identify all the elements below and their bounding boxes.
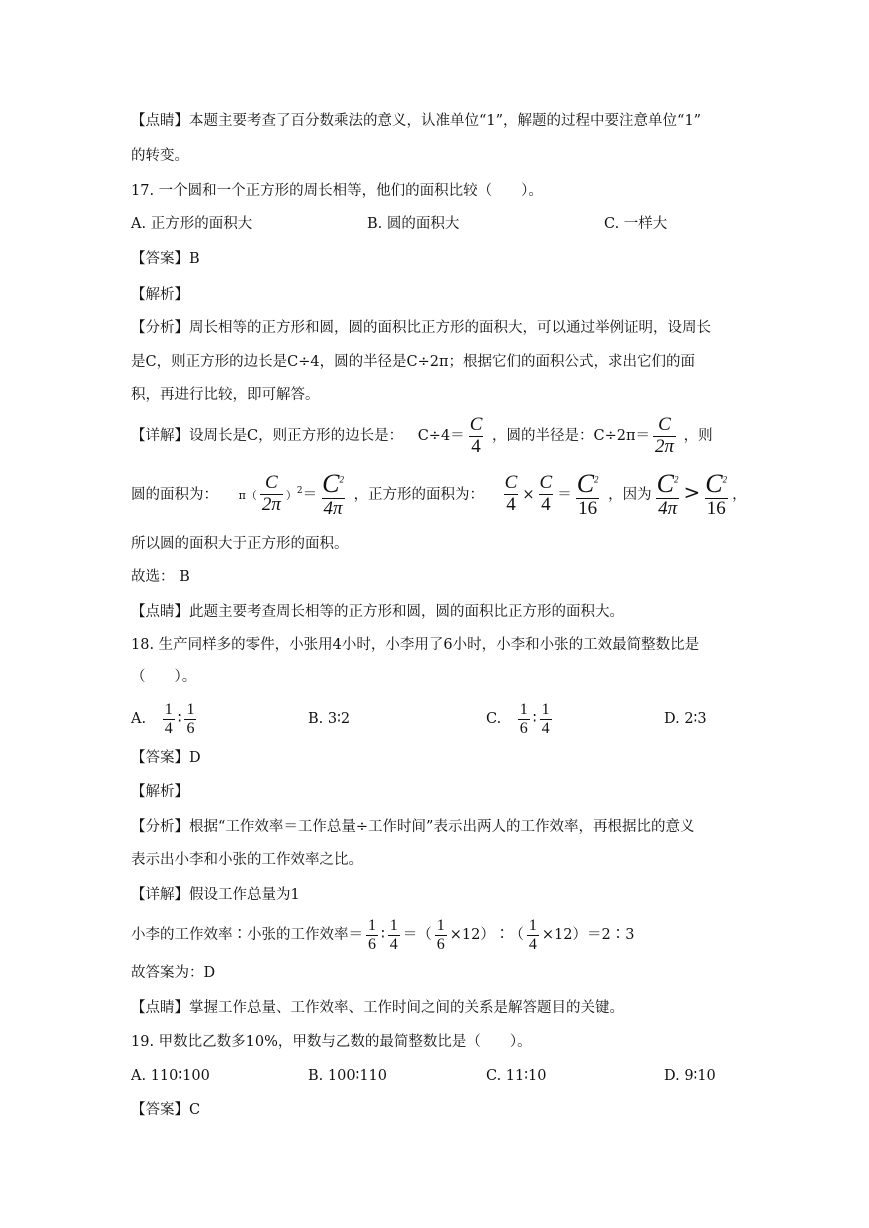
- fraction-1-over-4: $\frac{1}{4}$: [389, 916, 398, 953]
- times: ×: [522, 486, 535, 503]
- fraction-c2-over-4pi: [655, 470, 681, 520]
- numerator: C: [265, 472, 278, 494]
- q18-option-a: A. $\frac{1}{4}$ ∶ $\frac{1}{6}$: [131, 700, 195, 737]
- q17-fenxi-line1: 【分析】周长相等的正方形和圆，圆的面积比正方形的面积大，可以通过举例证明，设周长: [131, 320, 711, 336]
- denominator: 16: [578, 498, 598, 520]
- square-sup: 2: [296, 486, 303, 496]
- denominator: 2π: [261, 494, 281, 516]
- denominator: 4: [471, 435, 481, 457]
- fraction-c-over-2pi: [653, 415, 676, 458]
- comma: ，: [732, 486, 747, 503]
- numerator: C: [469, 413, 483, 435]
- calc-prefix: 小李的工作效率∶小张的工作效率＝: [131, 927, 363, 943]
- denominator: 4: [541, 494, 551, 516]
- option-a-label: A.: [131, 711, 147, 727]
- q18-option-d: D. 2∶3: [664, 711, 707, 727]
- option-c-label: C.: [486, 711, 502, 727]
- q18-answer-text: 故答案为：D: [131, 965, 216, 981]
- q17-detail-b: C÷4＝: [417, 428, 465, 444]
- q17-analysis-label: 【解析】: [131, 287, 189, 303]
- close-paren: ）: [285, 488, 297, 502]
- fraction-1-over-4: $\frac{1}{4}$: [541, 700, 550, 737]
- q18-question-line1: 18. 生产同样多的零件，小张用4小时，小李用了6小时，小李和小张的工效最简整数比是: [131, 637, 700, 653]
- equals: ＝: [302, 486, 318, 503]
- q18-question-line2: （ ）。: [131, 669, 197, 685]
- because: ，因为: [608, 486, 652, 503]
- q17-option-a: A. 正方形的面积大: [131, 216, 253, 232]
- q17-option-c: C. 一样大: [604, 216, 668, 232]
- fraction-1-over-4: $\frac{1}{4}$: [528, 916, 537, 953]
- fraction-c-over-4: [503, 473, 520, 516]
- q17-choose: 故选： B: [131, 569, 190, 585]
- fraction-c-over-4: [538, 473, 555, 516]
- q17-conclusion: 所以圆的面积大于正方形的面积。: [131, 536, 349, 552]
- q17-area-line: [131, 465, 747, 522]
- q18-option-c: C. $\frac{1}{6}$ ∶ $\frac{1}{4}$: [486, 700, 550, 737]
- q18-point: 【点睛】掌握工作总量、工作效率、工作时间之间的关系是解答题目的关键。: [131, 1000, 624, 1016]
- square-area-label: ，正方形的面积为：: [353, 486, 485, 503]
- q18-analysis-label: 【解析】: [131, 784, 189, 800]
- q18-answer: 【答案】D: [131, 750, 201, 766]
- numerator: $C^2$: [576, 468, 599, 498]
- q17-point: 【点睛】此题主要考查周长相等的正方形和圆，圆的面积比正方形的面积大。: [131, 604, 624, 620]
- fraction-1-over-6: $\frac{1}{6}$: [436, 916, 445, 953]
- q19-option-d: D. 9∶10: [664, 1068, 716, 1084]
- denominator: 4π: [323, 498, 343, 520]
- fraction-1-over-4: $\frac{1}{4}$: [164, 700, 173, 737]
- q19-answer: 【答案】C: [131, 1102, 201, 1118]
- q19-option-c: C. 11∶10: [486, 1068, 547, 1084]
- numerator: C: [539, 472, 553, 494]
- fraction-1-over-6: $\frac{1}{6}$: [186, 700, 195, 737]
- q18-fenxi-line1: 【分析】根据“工作效率＝工作总量÷工作时间”表示出两人的工作效率，再根据比的意义: [131, 819, 695, 835]
- q17-fenxi-line3: 积，再进行比较，即可解答。: [131, 387, 320, 403]
- q18-calc-line: 小李的工作效率∶小张的工作效率＝ $\frac{1}{6}$ ∶ $\frac{1}{4}$ ＝（ $\frac{1}{6}$ ×12）∶（ $\frac{1}{4}$ ×12）＝2∶3: [131, 916, 635, 953]
- calc-eq: ＝（: [402, 927, 432, 943]
- numerator: $C^2$: [705, 468, 728, 498]
- greater-than: >: [683, 479, 701, 504]
- q19-option-b: B. 100∶110: [308, 1068, 387, 1084]
- fraction-c2-over-16: [703, 470, 729, 520]
- q17-question: 17. 一个圆和一个正方形的周长相等，他们的面积比较（ ）。: [131, 183, 543, 199]
- fraction-1-over-6: $\frac{1}{6}$: [368, 916, 376, 953]
- denominator: 4π: [658, 498, 678, 520]
- denominator: 4: [506, 494, 516, 516]
- numerator: $C^2$: [322, 468, 344, 498]
- q17-detail-a: 【详解】设周长是C，则正方形的边长是：: [131, 428, 404, 444]
- fraction-c-over-4: [468, 415, 485, 458]
- q17-answer: 【答案】B: [131, 251, 200, 267]
- fraction-1-over-6: $\frac{1}{6}$: [519, 700, 528, 737]
- equals: ＝: [557, 486, 572, 503]
- pi-open: π（: [238, 488, 257, 502]
- q19-option-a: A. 110∶100: [131, 1068, 210, 1084]
- q18-detail-line1: 【详解】假设工作总量为1: [131, 887, 300, 903]
- numerator: C: [658, 413, 671, 435]
- q16-point-line2: 的转变。: [131, 148, 189, 164]
- denominator: 16: [706, 498, 726, 520]
- circle-area-label: 圆的面积为：: [131, 486, 218, 503]
- denominator: 2π: [654, 435, 675, 457]
- q16-point-line1: 【点睛】本题主要考查了百分数乘法的意义，认准单位“1”，解题的过程中要注意单位“1”: [131, 113, 702, 129]
- calc-x12a: ×12）∶（: [449, 927, 524, 943]
- q17-detail-line: [131, 413, 713, 459]
- fraction-c2-over-4pi: [320, 470, 346, 520]
- numerator: C: [504, 472, 518, 494]
- q19-question: 19. 甲数比乙数多10%，甲数与乙数的最简整数比是（ ）。: [131, 1034, 532, 1050]
- q18-option-b: B. 3∶2: [308, 711, 351, 727]
- numerator: $C^2$: [656, 468, 679, 498]
- q17-fenxi-line2: 是C，则正方形的边长是C÷4，圆的半径是C÷2π；根据它们的面积公式，求出它们的面: [131, 354, 696, 370]
- q18-fenxi-line2: 表示出小李和小张的工作效率之比。: [131, 852, 363, 868]
- fraction-c2-over-16: [575, 470, 601, 520]
- calc-x12b: ×12）＝2∶3: [541, 927, 635, 943]
- fraction-c-over-2pi: [260, 473, 283, 516]
- q17-detail-d: ，则: [683, 428, 713, 444]
- q17-detail-c: ，圆的半径是：C÷2π＝: [491, 428, 650, 444]
- q17-option-b: B. 圆的面积大: [367, 216, 460, 232]
